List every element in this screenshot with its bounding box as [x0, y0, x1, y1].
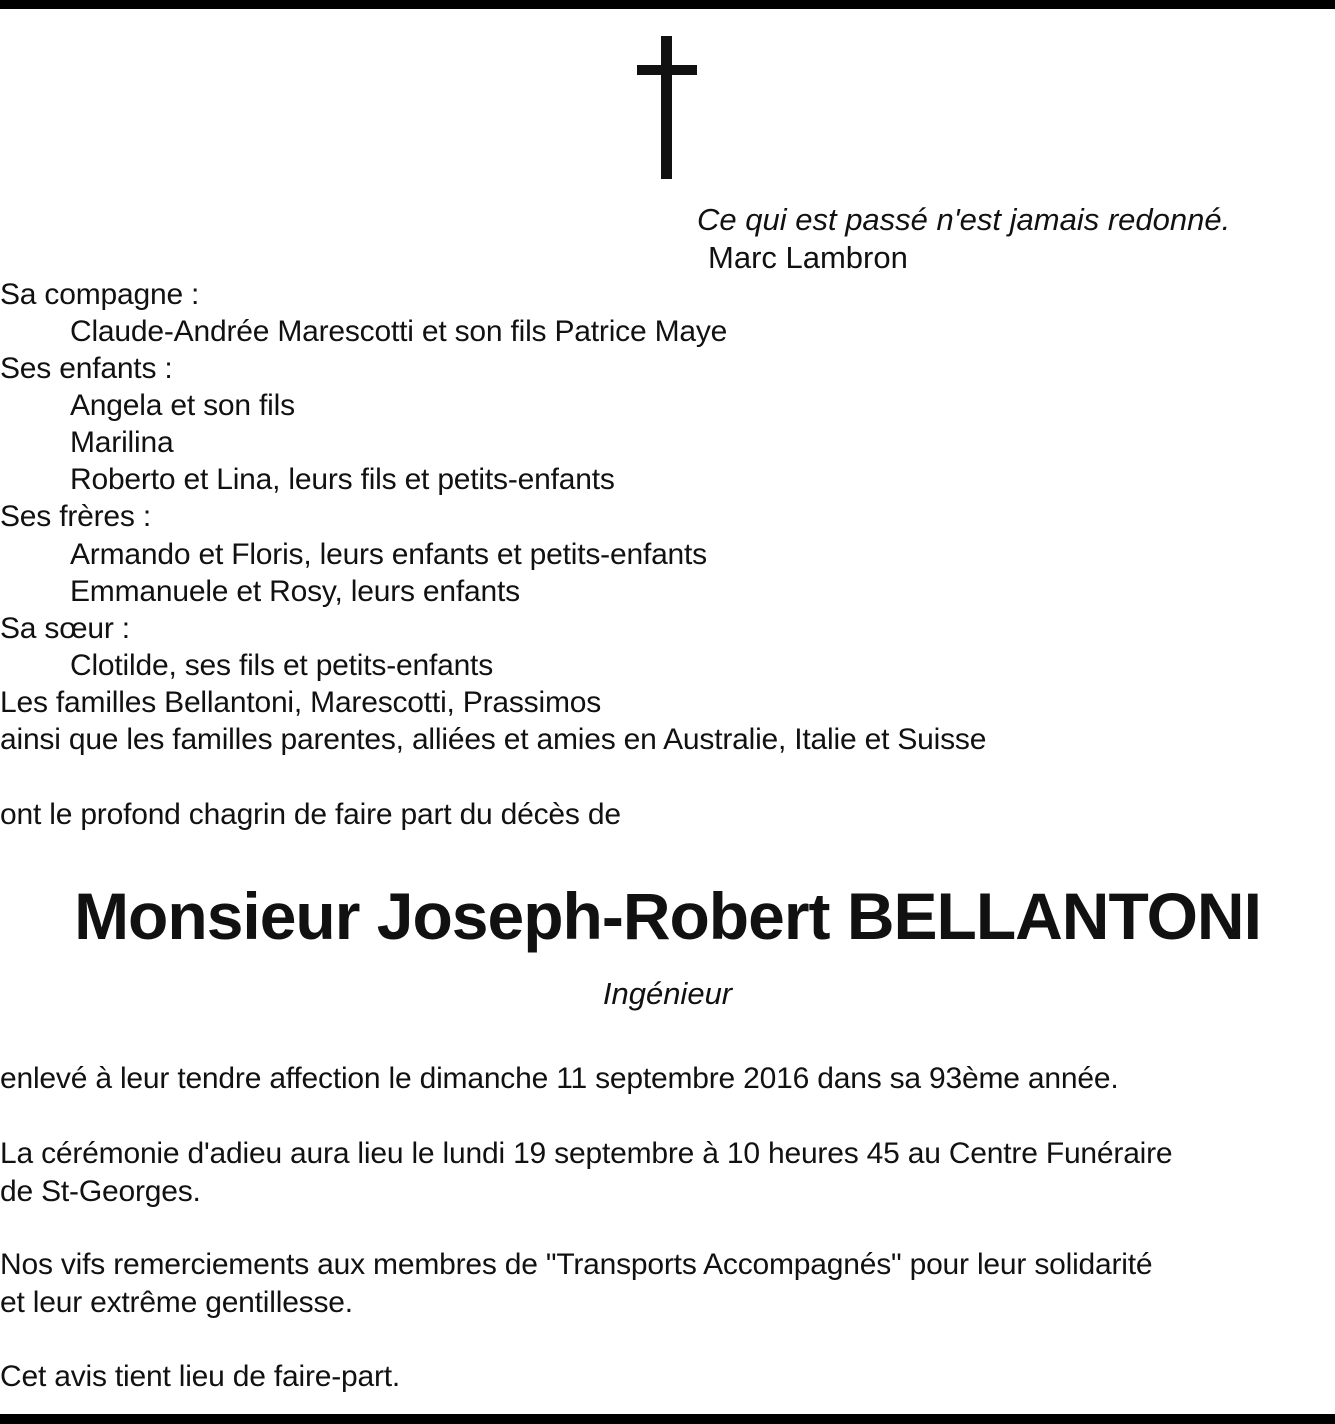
closing-line: Cet avis tient lieu de faire-part.	[0, 1360, 401, 1393]
deceased-name: Monsieur Joseph-Robert BELLANTONI	[74, 879, 1261, 953]
brothers-entry: Emmanuele et Rosy, leurs enfants	[70, 575, 520, 608]
brothers-entry: Armando et Floris, leurs enfants et petits-enfants	[70, 538, 707, 571]
thanks-line: et leur extrême gentillesse.	[0, 1286, 353, 1319]
companion-entry: Claude-Andrée Marescotti et son fils Patrice Maye	[70, 315, 728, 348]
children-entry: Roberto et Lina, leurs fils et petits-enfants	[70, 463, 615, 496]
announcement-line: ont le profond chagrin de faire part du décès de	[0, 798, 621, 831]
sister-label: Sa sœur :	[0, 612, 130, 645]
relatives-line: ainsi que les familles parentes, alliées et amies en Australie, Italie et Suisse	[0, 723, 987, 756]
sister-entry: Clotilde, ses fils et petits-enfants	[70, 649, 493, 682]
children-entry: Marilina	[70, 426, 174, 459]
ceremony-line: La cérémonie d'adieu aura lieu le lundi 19 septembre à 10 heures 45 au Centre Funéraire	[0, 1137, 1173, 1170]
deceased-profession: Ingénieur	[602, 976, 733, 1011]
thanks-line: Nos vifs remerciements aux membres de "Transports Accompagnés" pour leur solidarité	[0, 1248, 1153, 1281]
bottom-border-rule	[0, 1414, 1335, 1424]
ceremony-line: de St-Georges.	[0, 1175, 201, 1208]
epigraph-quote: Ce qui est passé n'est jamais redonné.	[697, 202, 1231, 237]
cross-icon	[637, 36, 697, 179]
passing-line: enlevé à leur tendre affection le dimanche 11 septembre 2016 dans sa 93ème année.	[0, 1062, 1119, 1095]
children-label: Ses enfants :	[0, 352, 173, 385]
brothers-label: Ses frères :	[0, 500, 151, 533]
companion-label: Sa compagne :	[0, 278, 200, 311]
children-entry: Angela et son fils	[70, 389, 295, 422]
epigraph-author: Marc Lambron	[708, 240, 908, 275]
top-border-rule	[0, 0, 1335, 9]
families-line: Les familles Bellantoni, Marescotti, Prassimos	[0, 686, 602, 719]
